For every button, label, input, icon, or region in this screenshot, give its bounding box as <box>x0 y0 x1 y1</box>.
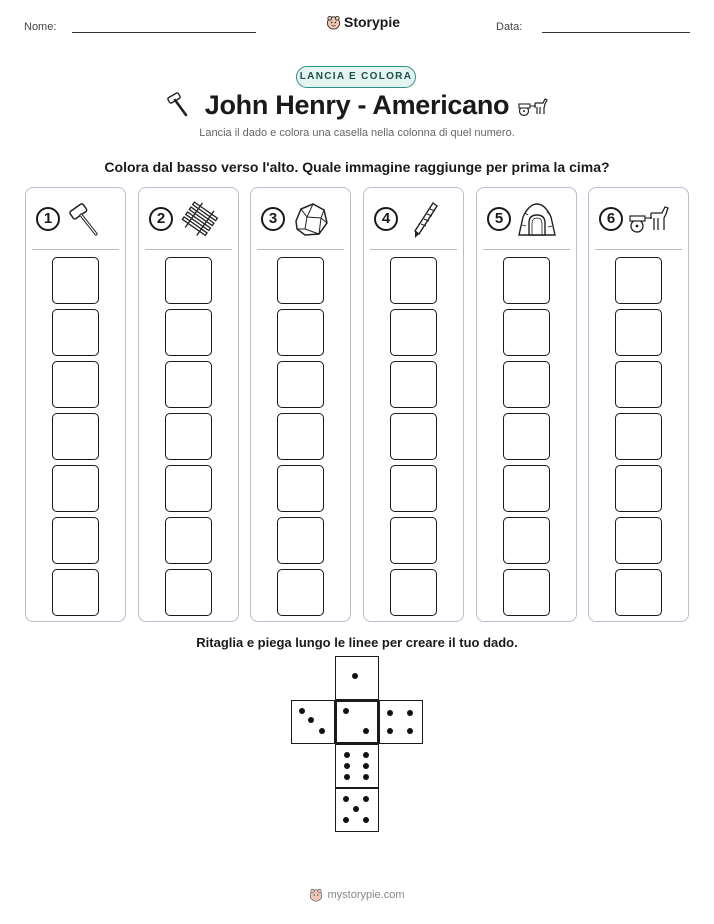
color-cell[interactable] <box>277 309 324 356</box>
color-cell[interactable] <box>390 465 437 512</box>
color-cell[interactable] <box>165 257 212 304</box>
die-pip <box>363 763 369 769</box>
die-pip <box>308 717 314 723</box>
color-cell[interactable] <box>503 517 550 564</box>
color-cell[interactable] <box>615 257 662 304</box>
color-cell[interactable] <box>165 517 212 564</box>
cut-instruction: Ritaglia e piega lungo le linee per creare il tuo dado. <box>196 635 518 650</box>
storypie-mascot-icon <box>326 15 341 30</box>
color-cell[interactable] <box>52 257 99 304</box>
steel-drill-icon <box>404 201 444 239</box>
column-number: 2 <box>149 207 173 231</box>
column-divider <box>145 249 232 250</box>
column-2 <box>138 187 239 622</box>
storypie-mascot-icon <box>309 888 323 902</box>
color-cell[interactable] <box>52 465 99 512</box>
die-pip <box>363 796 369 802</box>
color-cell[interactable] <box>503 413 550 460</box>
activity-badge: LANCIA E COLORA <box>296 66 416 88</box>
die-pip <box>407 710 413 716</box>
color-cell[interactable] <box>390 413 437 460</box>
color-cell[interactable] <box>615 413 662 460</box>
die-face-1 <box>335 656 379 700</box>
railroad-track-icon <box>179 201 219 239</box>
color-cell[interactable] <box>390 517 437 564</box>
page-subtitle: Lancia il dado e colora una casella nella colonna di quel numero. <box>199 127 515 139</box>
color-cell[interactable] <box>52 569 99 616</box>
column-divider <box>595 249 682 250</box>
die-pip <box>363 817 369 823</box>
column-number: 3 <box>261 207 285 231</box>
column-1 <box>25 187 126 622</box>
column-number: 4 <box>374 207 398 231</box>
color-cell[interactable] <box>615 309 662 356</box>
die-pip <box>363 728 369 734</box>
color-cell[interactable] <box>165 569 212 616</box>
color-cell[interactable] <box>503 361 550 408</box>
brand-name: Storypie <box>344 14 401 30</box>
hammer-icon <box>66 201 106 239</box>
column-divider <box>483 249 570 250</box>
die-pip <box>407 728 413 734</box>
column-divider <box>370 249 457 250</box>
name-line <box>72 32 256 33</box>
die-pip <box>343 817 349 823</box>
color-cell[interactable] <box>503 465 550 512</box>
die-face-3 <box>291 700 335 744</box>
die-face-4 <box>379 700 423 744</box>
tunnel-icon <box>517 201 557 239</box>
column-divider <box>32 249 119 250</box>
color-cell[interactable] <box>52 309 99 356</box>
color-cell[interactable] <box>165 309 212 356</box>
color-cell[interactable] <box>390 569 437 616</box>
color-cell[interactable] <box>277 517 324 564</box>
color-cell[interactable] <box>503 569 550 616</box>
column-number: 6 <box>599 207 623 231</box>
color-cell[interactable] <box>277 413 324 460</box>
color-cell[interactable] <box>503 257 550 304</box>
die-pip <box>363 752 369 758</box>
column-5 <box>476 187 577 622</box>
color-cell[interactable] <box>390 361 437 408</box>
date-label: Data: <box>496 21 523 33</box>
footer-url[interactable]: mystorypie.com <box>327 889 405 901</box>
color-cell[interactable] <box>165 361 212 408</box>
column-number: 5 <box>487 207 511 231</box>
die-pip <box>343 708 349 714</box>
die-pip <box>387 728 393 734</box>
die-pip <box>344 774 350 780</box>
column-3 <box>250 187 351 622</box>
date-line <box>542 32 690 33</box>
brand-logo <box>326 14 400 30</box>
color-cell[interactable] <box>52 361 99 408</box>
instruction: Colora dal basso verso l'alto. Quale immagine raggiunge per prima la cima? <box>104 159 610 175</box>
horse-cart-icon <box>629 201 669 239</box>
color-cell[interactable] <box>615 361 662 408</box>
color-cell[interactable] <box>165 413 212 460</box>
die-pip <box>353 806 359 812</box>
name-label: Nome: <box>24 21 57 33</box>
color-cell[interactable] <box>615 569 662 616</box>
die-pip <box>352 673 358 679</box>
color-cell[interactable] <box>277 361 324 408</box>
color-cell[interactable] <box>277 569 324 616</box>
color-cell[interactable] <box>615 517 662 564</box>
die-pip <box>387 710 393 716</box>
color-cell[interactable] <box>503 309 550 356</box>
die-face-5 <box>335 788 379 832</box>
color-cell[interactable] <box>52 413 99 460</box>
die-pip <box>299 708 305 714</box>
color-cell[interactable] <box>277 465 324 512</box>
color-cell[interactable] <box>52 517 99 564</box>
die-pip <box>344 763 350 769</box>
die-pip <box>343 796 349 802</box>
column-divider <box>257 249 344 250</box>
horse-cart-icon <box>518 95 548 117</box>
column-6 <box>588 187 689 622</box>
column-4 <box>363 187 464 622</box>
color-cell[interactable] <box>390 257 437 304</box>
die-pip <box>363 774 369 780</box>
color-cell[interactable] <box>615 465 662 512</box>
die-face-2 <box>335 700 379 744</box>
color-cell[interactable] <box>390 309 437 356</box>
rock-icon <box>291 201 331 239</box>
color-cell[interactable] <box>165 465 212 512</box>
die-pip <box>344 752 350 758</box>
page-title: John Henry - Americano <box>204 90 510 120</box>
footer <box>0 888 714 902</box>
die-pip <box>319 728 325 734</box>
die-face-6 <box>335 744 379 788</box>
column-number: 1 <box>36 207 60 231</box>
color-cell[interactable] <box>277 257 324 304</box>
